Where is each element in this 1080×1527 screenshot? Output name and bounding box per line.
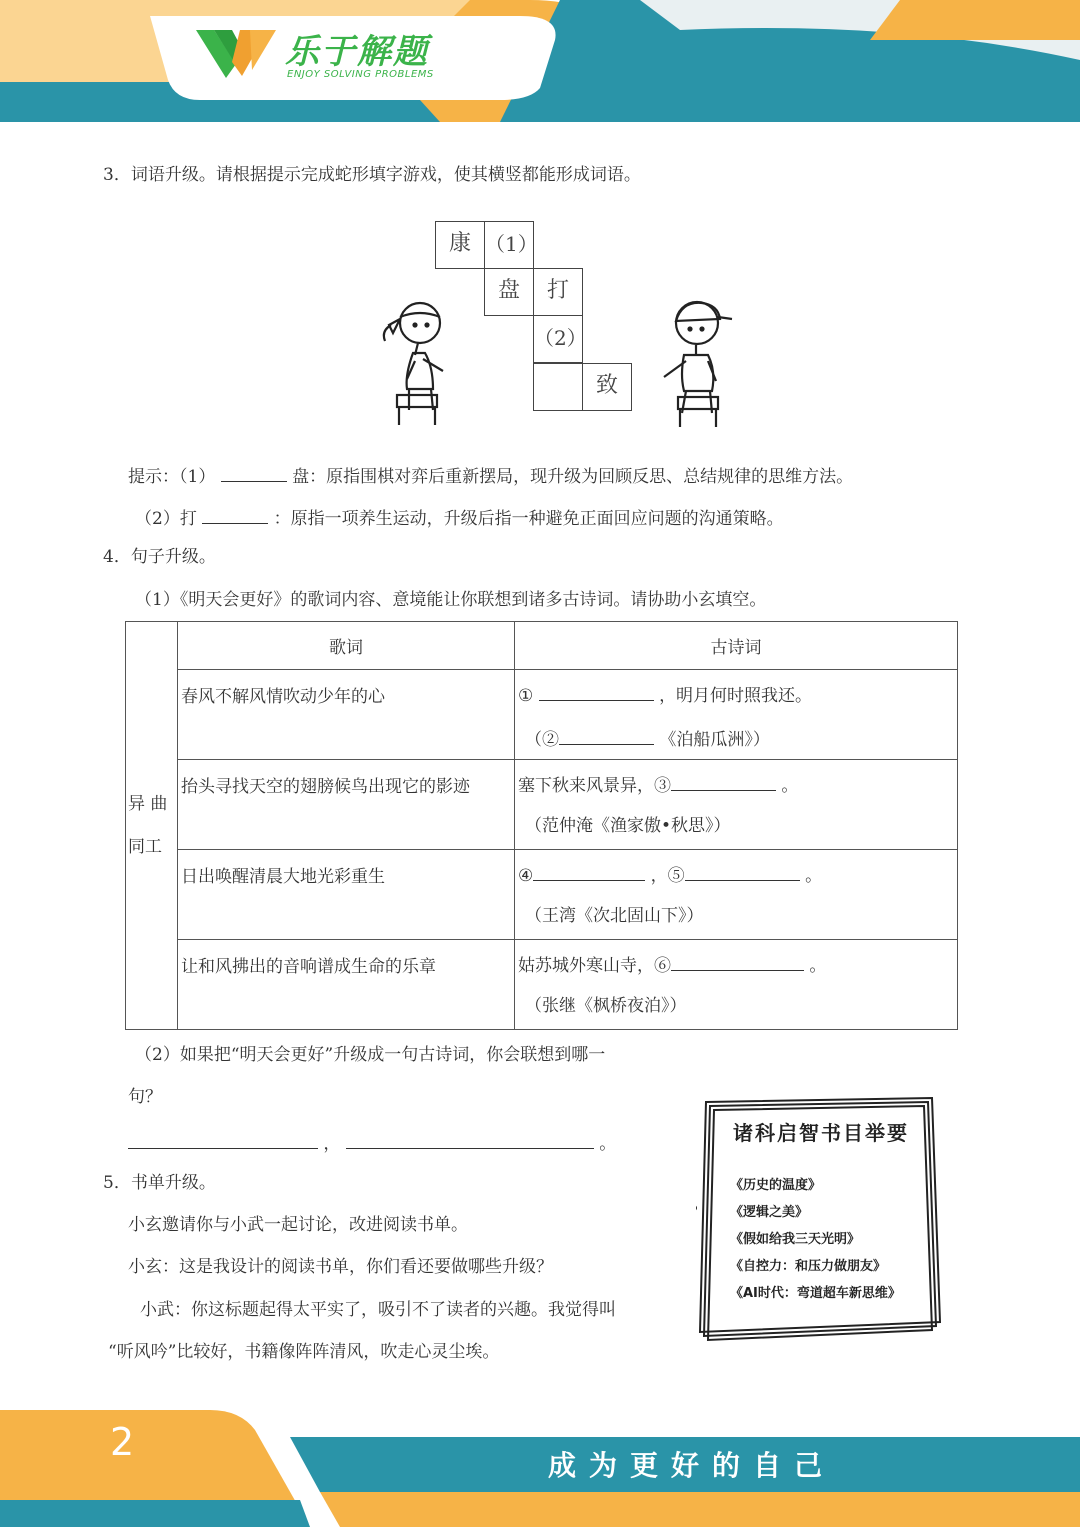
answer-blank-6[interactable] <box>671 952 804 971</box>
poem-cell: 姑苏城外寒山寺，⑥ 。 （张继《枫桥夜泊》） <box>515 940 958 1030</box>
booklist-item: 《历史的温度》 <box>730 1178 822 1193</box>
answer-blank-3[interactable] <box>671 772 776 791</box>
q5-p3a: 小武：你这标题起得太平实了，吸引不了读者的兴趣。我觉得叫 <box>140 1300 616 1320</box>
booklist-item: 《逻辑之美》 <box>730 1205 809 1220</box>
table-row <box>126 850 958 940</box>
q4-sub2-line1: （2）如果把“明天会更好”升级成一句古诗词，你会联想到哪一 <box>135 1045 606 1065</box>
lyric-cell: 春风不解风情吹动少年的心 <box>178 670 515 760</box>
hint2-answer-blank[interactable] <box>202 505 268 524</box>
footer-banner <box>0 1410 1080 1527</box>
poem-table <box>125 621 958 1030</box>
booklist-item: 《自控力：和压力做朋友》 <box>730 1259 887 1274</box>
grid-cell-6 <box>533 363 583 411</box>
answer-blank-4[interactable] <box>533 862 645 881</box>
q4-sub2-line2: 句？ <box>128 1087 162 1107</box>
q4-title: 4．句子升级。 <box>103 547 216 567</box>
booklist-item: 《假如给我三天光明》 <box>730 1232 861 1247</box>
q5-p1: 小玄邀请你与小武一起讨论，改进阅读书单。 <box>128 1215 468 1235</box>
booklist-title: 诸科启智书目举要 <box>733 1121 909 1145</box>
q5-title: 5．书单升级。 <box>103 1173 216 1193</box>
girl-figure-illustration <box>375 295 465 430</box>
answer-blank-7[interactable] <box>128 1130 318 1149</box>
table-row <box>126 670 958 760</box>
side-label: 异 曲 同工 <box>126 622 178 1030</box>
grid-cell-5: （2） <box>533 315 583 363</box>
q5-p2: 小玄：这是我设计的阅读书单，你们看还要做哪些升级？ <box>128 1257 553 1277</box>
table-row <box>126 760 958 850</box>
grid-cell-1: 康 <box>435 221 485 269</box>
grid-cell-7: 致 <box>582 363 632 411</box>
poem-cell: ④ ，⑤ 。 （王湾《次北固山下》） <box>515 850 958 940</box>
q3-hint-2: （2）打 ：原指一项养生运动，升级后指一种避免正面回应问题的沟通策略。 <box>135 505 784 529</box>
q3-title: 3．词语升级。请根据提示完成蛇形填字游戏，使其横竖都能形成词语。 <box>103 165 641 185</box>
lyric-cell: 日出唤醒清晨大地光彩重生 <box>178 850 515 940</box>
table-row <box>126 940 958 1030</box>
answer-blank-8[interactable] <box>346 1130 594 1149</box>
lyric-cell: 抬头寻找天空的翅膀候鸟出现它的影迹 <box>178 760 515 850</box>
page-number: 2 <box>110 1420 135 1464</box>
header-poem: 古诗词 <box>515 622 958 670</box>
grid-cell-3: 盘 <box>484 268 534 316</box>
brand-slogan-en: ENJOY SOLVING PROBLEMS <box>287 69 434 80</box>
brand-name: 乐于解题 <box>285 32 429 72</box>
header-banner <box>0 0 1080 122</box>
grid-cell-2: （1） <box>484 221 534 269</box>
footer-slogan: 成为更好的自己 <box>548 1449 836 1482</box>
q4-answer-line: ， 。 <box>128 1130 616 1154</box>
answer-blank-5[interactable] <box>685 862 800 881</box>
boy-figure-illustration <box>652 295 742 430</box>
answer-blank-1[interactable] <box>539 682 654 701</box>
hint1-answer-blank[interactable] <box>221 463 287 482</box>
poem-cell: ① ，明月何时照我还。 （② 《泊船瓜洲》） <box>515 670 958 760</box>
lyric-cell: 让和风拂出的音响谱成生命的乐章 <box>178 940 515 1030</box>
booklist-item: 《AI时代：弯道超车新思维》 <box>730 1286 901 1301</box>
poem-cell: 塞下秋来风景异，③ 。 （范仲淹《渔家傲•秋思》） <box>515 760 958 850</box>
header-lyric: 歌词 <box>178 622 515 670</box>
answer-blank-2[interactable] <box>559 726 654 745</box>
grid-cell-4: 打 <box>533 268 583 316</box>
q4-sub1: （1）《明天会更好》的歌词内容、意境能让你联想到诸多古诗词。请协助小玄填空。 <box>135 590 767 610</box>
q3-hint-1: 提示：（1） 盘：原指围棋对弈后重新摆局，现升级为回顾反思、总结规律的思维方法。 <box>128 463 853 487</box>
q5-p3b: “听风吟”比较好，书籍像阵阵清风，吹走心灵尘埃。 <box>108 1342 500 1362</box>
